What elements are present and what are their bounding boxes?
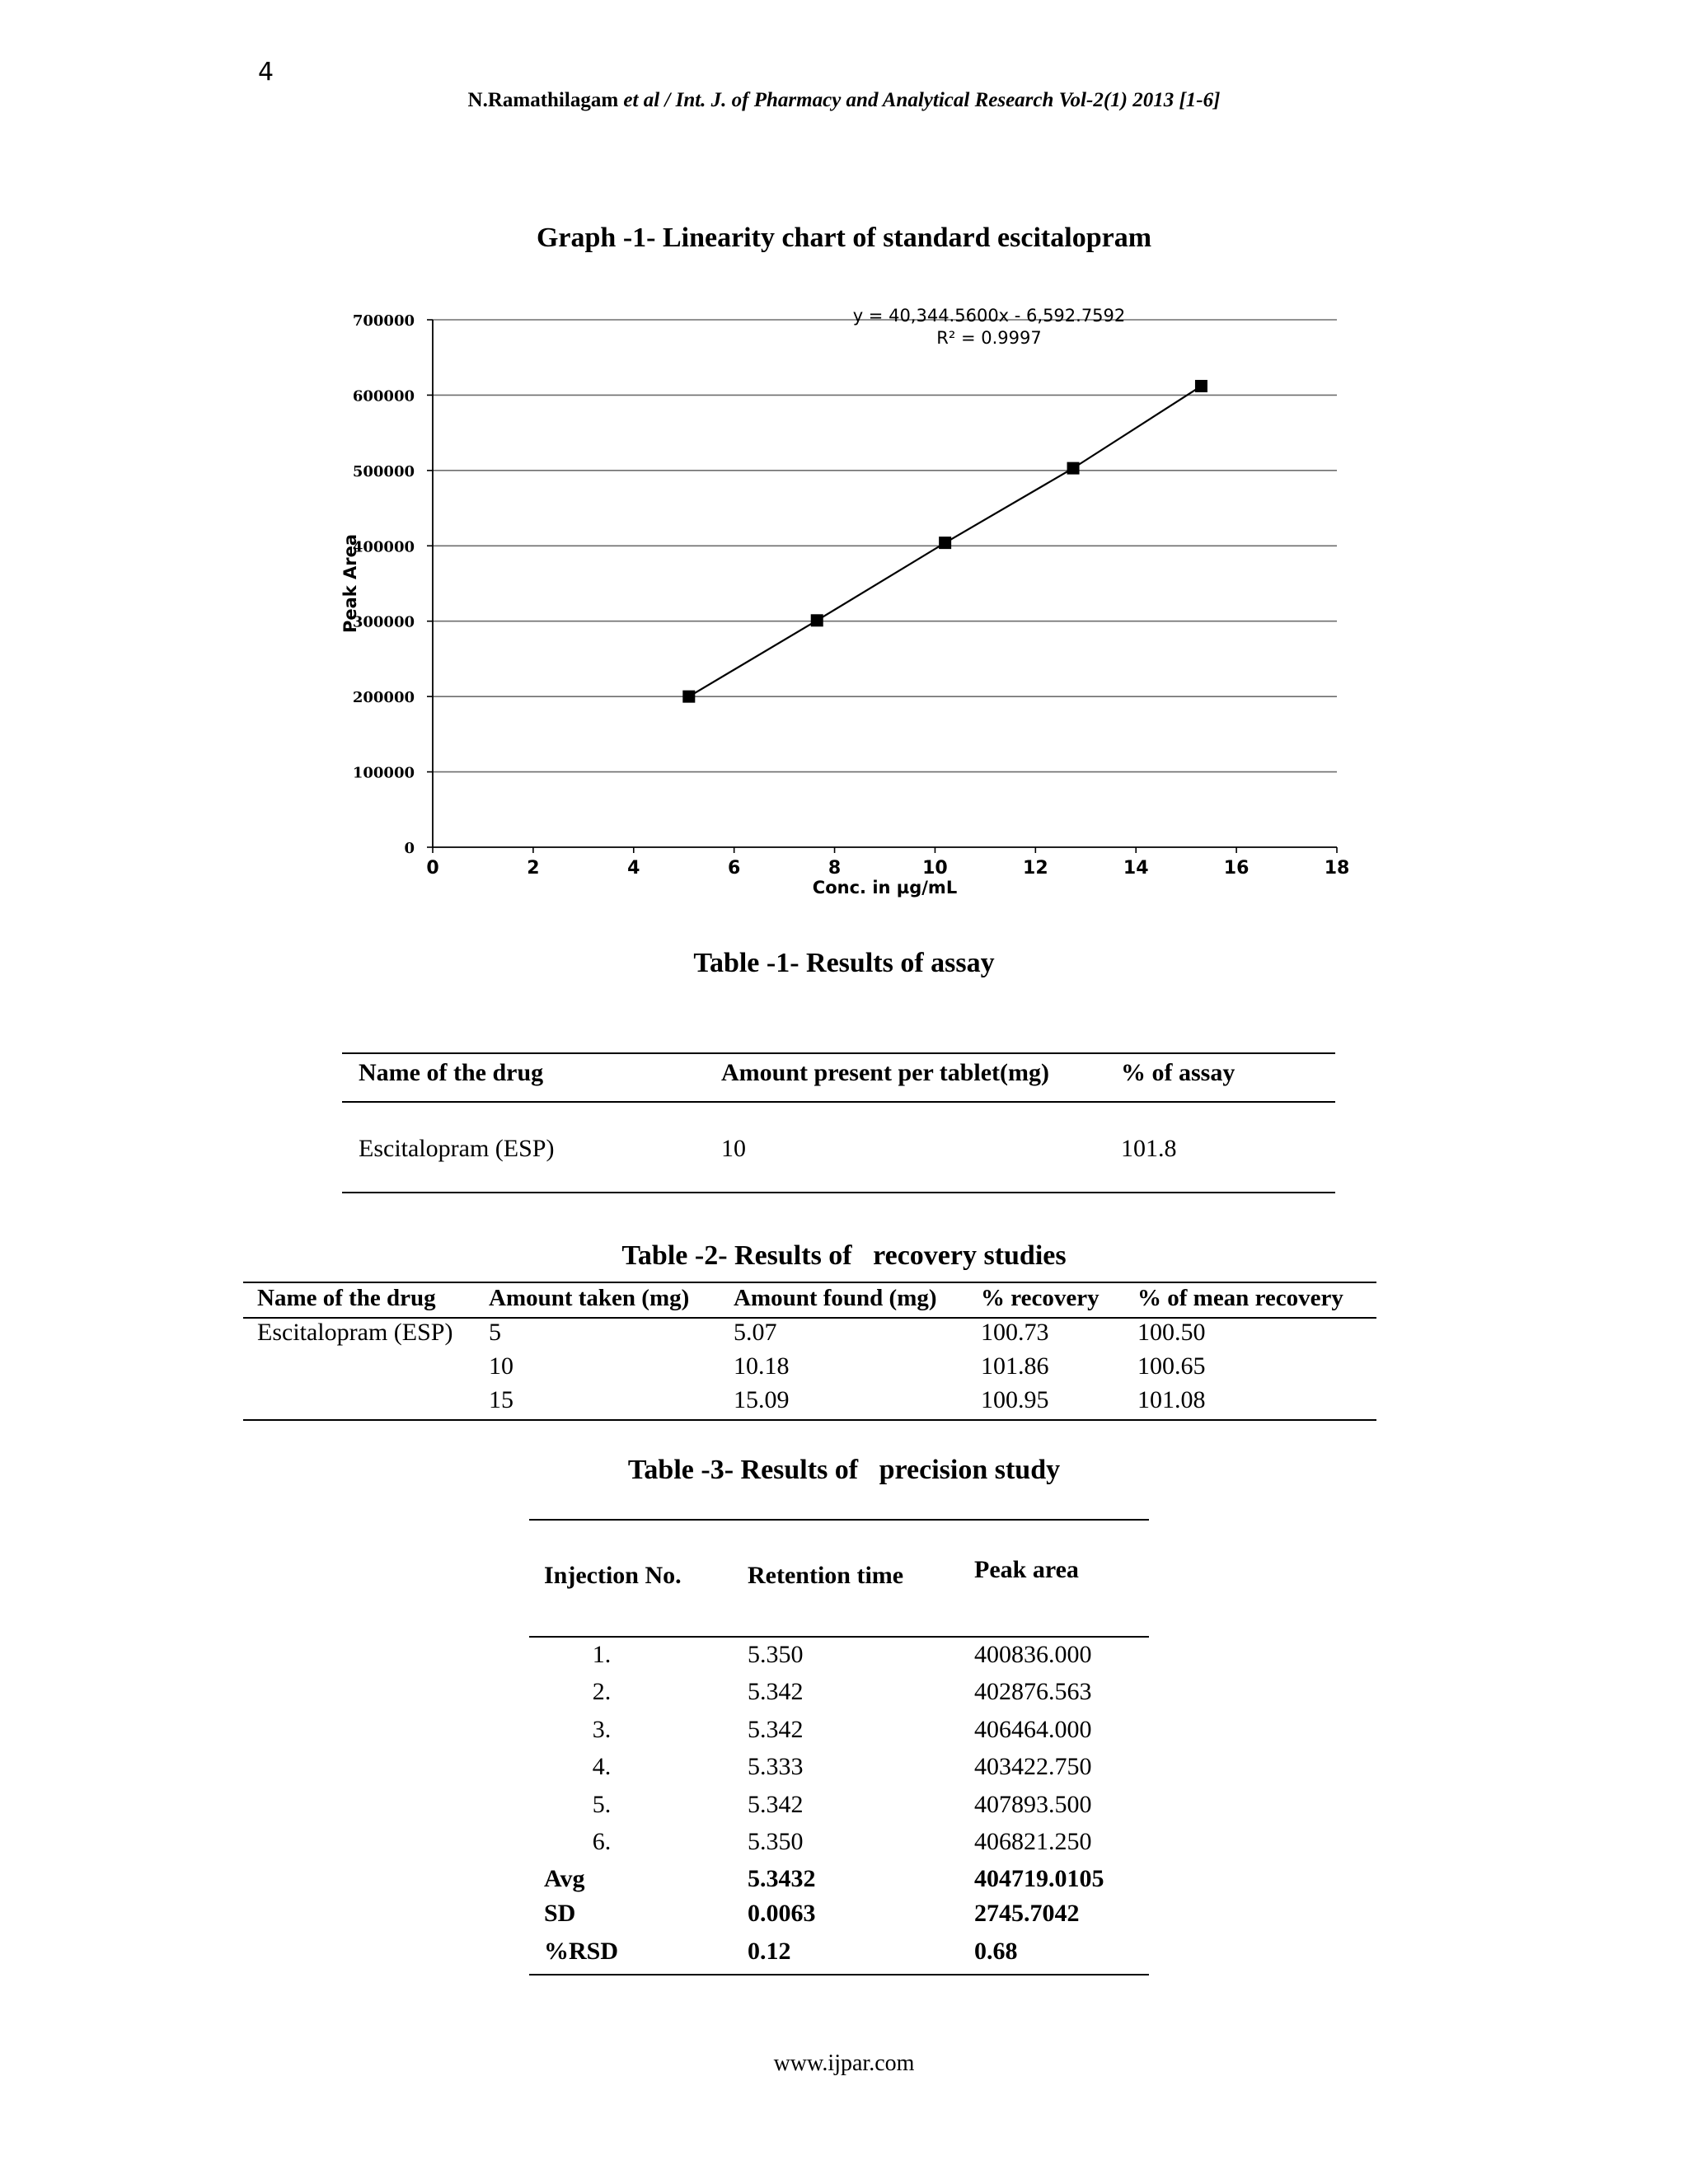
table2-caption: Table -2- Results of recovery studies bbox=[621, 1240, 1067, 1271]
table3-cell: 5.350 bbox=[748, 1641, 804, 1668]
table3-summary-cell: 5.3432 bbox=[748, 1865, 816, 1892]
table2-cell: 10 bbox=[489, 1352, 513, 1380]
table2-cell: 100.95 bbox=[981, 1386, 1049, 1413]
data-point bbox=[1067, 462, 1080, 475]
table2-cell: 101.86 bbox=[981, 1352, 1049, 1380]
table1-header-cell: Name of the drug bbox=[359, 1059, 544, 1086]
x-tick-label: 10 bbox=[922, 858, 948, 879]
table3-header-cell: Injection No. bbox=[544, 1562, 682, 1589]
trendline-equation: y = 40,344.5600x - 6,592.7592 bbox=[852, 306, 1126, 326]
table3-caption: Table -3- Results of precision study bbox=[627, 1455, 1061, 1485]
graph-caption: Graph -1- Linearity chart of standard escitalopram bbox=[536, 223, 1152, 253]
table1-top-rule bbox=[342, 1052, 1335, 1054]
table3-header-cell: Peak area bbox=[974, 1556, 1079, 1583]
y-tick-label: 200000 bbox=[352, 689, 415, 707]
table1-header-cell: Amount present per tablet(mg) bbox=[721, 1059, 1050, 1086]
table1-cell: 101.8 bbox=[1121, 1135, 1177, 1162]
table3-cell: 5.350 bbox=[748, 1828, 804, 1855]
data-point bbox=[939, 537, 951, 549]
table2-cell: 5 bbox=[489, 1319, 501, 1346]
table3-cell: 402876.563 bbox=[974, 1678, 1092, 1705]
table2-cell: 15.09 bbox=[734, 1386, 790, 1413]
y-tick-label: 700000 bbox=[352, 312, 415, 330]
data-point bbox=[682, 691, 695, 703]
table3-bottom-rule bbox=[529, 1974, 1149, 1975]
table3-cell: 406464.000 bbox=[974, 1716, 1092, 1743]
page-number: 4 bbox=[258, 58, 274, 87]
table3-summary-cell: SD bbox=[544, 1900, 576, 1927]
data-point bbox=[1195, 380, 1207, 392]
table3-cell: 403422.750 bbox=[974, 1753, 1092, 1780]
table2-cell: Escitalopram (ESP) bbox=[257, 1319, 453, 1346]
x-tick-label: 0 bbox=[426, 858, 439, 879]
table3-cell: 4. bbox=[592, 1753, 612, 1780]
r-squared-label: R² = 0.9997 bbox=[936, 328, 1042, 348]
table2-header-cell: Name of the drug bbox=[257, 1285, 436, 1311]
table2-bottom-rule bbox=[243, 1419, 1376, 1421]
x-tick-label: 12 bbox=[1023, 858, 1048, 879]
x-tick-label: 16 bbox=[1223, 858, 1250, 879]
table3-cell: 5.333 bbox=[748, 1753, 804, 1780]
table3-cell: 5.342 bbox=[748, 1791, 804, 1818]
table2-cell: 100.65 bbox=[1137, 1352, 1206, 1380]
y-axis-label: Peak Area bbox=[340, 533, 360, 634]
table2-header-cell: % recovery bbox=[981, 1285, 1100, 1311]
x-tick-label: 6 bbox=[728, 858, 741, 879]
running-head-journal: et al / Int. J. of Pharmacy and Analytical Research bbox=[623, 89, 1054, 111]
table2-header-cell: Amount taken (mg) bbox=[489, 1285, 690, 1311]
running-header bbox=[0, 89, 1688, 112]
table3-cell: 1. bbox=[592, 1641, 612, 1668]
table3-cell: 6. bbox=[592, 1828, 612, 1855]
table3-summary-cell: 0.68 bbox=[974, 1938, 1018, 1965]
y-tick-label: 100000 bbox=[352, 764, 415, 782]
running-head-volume: Vol-2(1) 2013 [1-6] bbox=[1058, 89, 1221, 111]
table2-header-cell: Amount found (mg) bbox=[734, 1285, 937, 1311]
table2-cell: 100.73 bbox=[981, 1319, 1049, 1346]
table3-cell: 5. bbox=[592, 1791, 612, 1818]
x-tick-label: 18 bbox=[1324, 858, 1350, 879]
table3-cell: 5.342 bbox=[748, 1716, 804, 1743]
table3-cell: 3. bbox=[592, 1716, 612, 1743]
table1-header-cell: % of assay bbox=[1121, 1059, 1236, 1086]
table1-bottom-rule bbox=[342, 1192, 1335, 1193]
x-tick-label: 2 bbox=[527, 858, 540, 879]
table2-cell: 10.18 bbox=[734, 1352, 790, 1380]
table3-summary-cell: 2745.7042 bbox=[974, 1900, 1080, 1927]
table3-summary-cell: 404719.0105 bbox=[974, 1865, 1104, 1892]
table1-header-rule bbox=[342, 1101, 1335, 1103]
table3-header-cell: Retention time bbox=[748, 1562, 904, 1589]
table3-summary-cell: 0.0063 bbox=[748, 1900, 816, 1927]
table1-cell: 10 bbox=[721, 1135, 746, 1162]
table3-cell: 406821.250 bbox=[974, 1828, 1092, 1855]
x-tick-label: 4 bbox=[627, 858, 640, 879]
table3-summary-cell: %RSD bbox=[544, 1938, 619, 1965]
y-tick-label: 0 bbox=[404, 840, 415, 857]
table2-cell: 15 bbox=[489, 1386, 513, 1413]
table2-cell: 100.50 bbox=[1137, 1319, 1206, 1346]
table1-caption: Table -1- Results of assay bbox=[693, 948, 995, 978]
linearity-chart bbox=[321, 297, 1360, 915]
x-tick-label: 14 bbox=[1123, 858, 1149, 879]
table3-summary-cell: Avg bbox=[544, 1865, 585, 1892]
footer-url: www.ijpar.com bbox=[773, 2050, 915, 2076]
table3-cell: 2. bbox=[592, 1678, 612, 1705]
table2-cell: 5.07 bbox=[734, 1319, 777, 1346]
data-point bbox=[811, 614, 823, 626]
table3-cell: 407893.500 bbox=[974, 1791, 1092, 1818]
table3-cell: 5.342 bbox=[748, 1678, 804, 1705]
table3-header-rule bbox=[529, 1636, 1149, 1638]
y-tick-label: 400000 bbox=[352, 538, 415, 556]
table3-top-rule bbox=[529, 1519, 1149, 1521]
table2-header-cell: % of mean recovery bbox=[1137, 1285, 1343, 1311]
x-tick-label: 8 bbox=[828, 858, 842, 879]
y-tick-label: 300000 bbox=[352, 613, 415, 631]
running-head-author: N.Ramathilagam bbox=[467, 89, 619, 111]
table2-top-rule bbox=[243, 1282, 1376, 1283]
y-tick-label: 500000 bbox=[352, 462, 415, 480]
table3-cell: 400836.000 bbox=[974, 1641, 1092, 1668]
table1-cell: Escitalopram (ESP) bbox=[359, 1135, 555, 1162]
table3-summary-cell: 0.12 bbox=[748, 1938, 791, 1965]
table2-cell: 101.08 bbox=[1137, 1386, 1206, 1413]
y-tick-label: 600000 bbox=[352, 387, 415, 405]
x-axis-label: Conc. in µg/mL bbox=[812, 878, 958, 898]
